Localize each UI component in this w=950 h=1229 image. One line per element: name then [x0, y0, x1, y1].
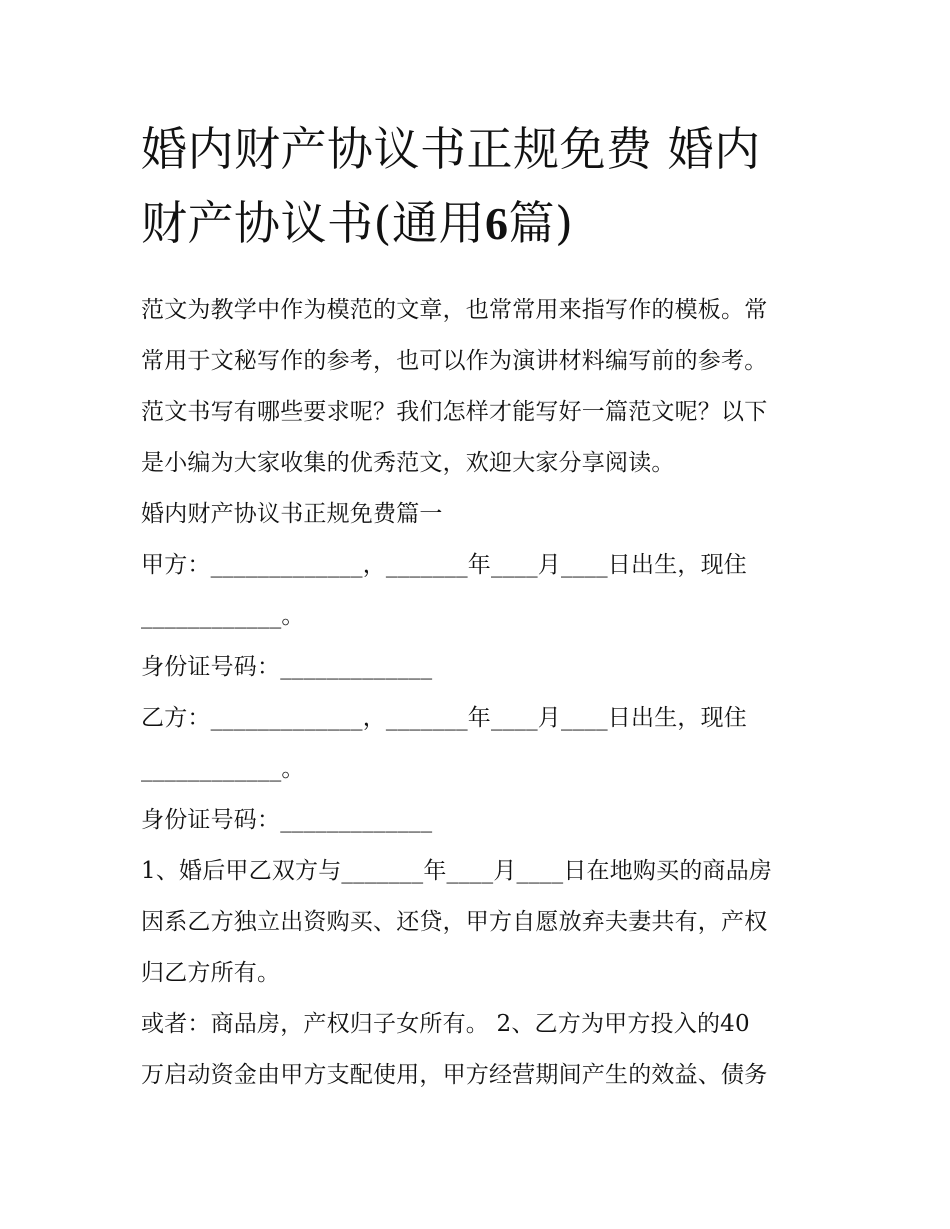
paragraph-line-4: 是小编为大家收集的优秀范文，欢迎大家分享阅读。	[141, 450, 675, 476]
paragraph-line-1: 范文为教学中作为模范的文章，也常常用来指写作的模板。常	[141, 297, 768, 323]
document-body	[141, 285, 821, 1101]
party-b-address-line: ____________。	[141, 756, 305, 782]
party-b-id-line: 身份证号码：_____________	[141, 807, 433, 833]
paragraph-line-2: 常用于文秘写作的参考，也可以作为演讲材料编写前的参考。	[141, 348, 768, 374]
clause-2-line-1: 或者：商品房，产权归子女所有。 2、乙方为甲方投入的40	[141, 1011, 750, 1037]
title-number: 6	[484, 198, 509, 249]
document-title	[141, 112, 821, 261]
party-a-line: 甲方：_____________，_______年____月____日出生，现住	[141, 552, 747, 578]
document-page	[141, 112, 821, 1101]
paragraph-line-3: 范文书写有哪些要求呢？我们怎样才能写好一篇范文呢？以下	[141, 399, 768, 425]
party-b-line: 乙方：_____________，_______年____月____日出生，现住	[141, 705, 747, 731]
title-text-part3: 篇)	[508, 196, 574, 250]
clause-1-line-1: 1、婚后甲乙双方与_______年____月____日在地购买的商品房	[141, 858, 773, 884]
title-text-part1: 婚内财产协议书正规免费 婚内	[141, 122, 761, 176]
party-a-id-line: 身份证号码：_____________	[141, 654, 433, 680]
section-heading: 婚内财产协议书正规免费篇一	[141, 501, 443, 527]
title-text-part2: 财产协议书(通用	[141, 196, 485, 250]
party-a-address-line: ____________。	[141, 603, 305, 629]
clause-2-line-2: 万启动资金由甲方支配使用，甲方经营期间产生的效益、债务	[141, 1062, 768, 1088]
clause-1-line-3: 归乙方所有。	[141, 960, 281, 986]
clause-1-line-2: 因系乙方独立出资购买、还贷，甲方自愿放弃夫妻共有，产权	[141, 909, 768, 935]
